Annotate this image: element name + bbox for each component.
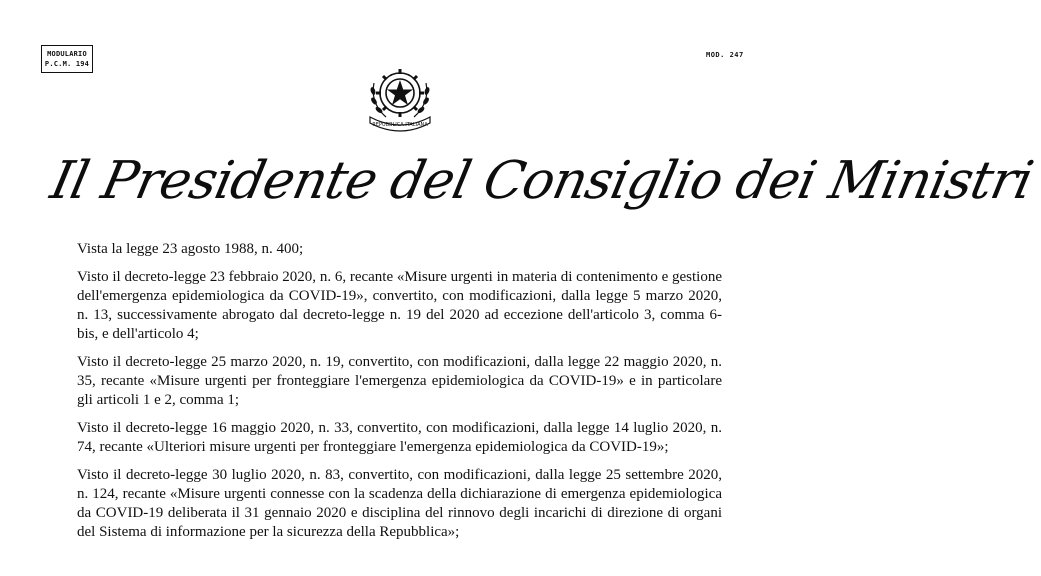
- paragraph-3: Visto il decreto-legge 25 marzo 2020, n. 19, convertito, con modificazioni, dalla legge 22 maggio 2020, n. 35, recante «Misure urgenti per fronteggiare l'emergenza epidemiologica da COVID-19» e in particolare gli articoli 1 e 2, comma 1;: [77, 354, 722, 408]
- stamp-line-2: P.C.M. 194: [44, 60, 90, 68]
- paragraph-5: Visto il decreto-legge 30 luglio 2020, n. 83, convertito, con modificazioni, dalla legge 25 settembre 2020, n. 124, recante «Misure urgenti connesse con la scadenza della dichiarazione di emergenza epidemiologica da COVID-19 deliberata il 31 gennaio 2020 e disciplina del rinnovo degli incarichi di direzione di organi del Sistema di informazione per la sicurezza della Repubblica»;: [77, 467, 722, 540]
- paragraph-2: Visto il decreto-legge 23 febbraio 2020, n. 6, recante «Misure urgenti in materia di contenimento e gestione dell'emergenza epidemiologica da COVID-19», convertito, con modificazioni, dalla legge 5 marzo 2020, n. 13, successivamente abrogato dal decreto-legge n. 19 del 2020 ad eccezione dell'articolo 3, comma 6-bis, e dell'articolo 4;: [77, 269, 722, 342]
- document-body: [77, 240, 722, 551]
- stamp-line-1: MODULARIO: [47, 50, 87, 58]
- paragraph-1: Vista la legge 23 agosto 1988, n. 400;: [77, 241, 304, 257]
- italian-emblem-icon: [364, 59, 436, 135]
- modulario-stamp: [41, 45, 93, 73]
- emblem-caption: REPUBBLICA ITALIANA: [372, 122, 428, 128]
- page-title: Il Presidente del Consiglio dei Ministri: [45, 151, 1038, 211]
- model-code: MOD. 247: [706, 51, 744, 59]
- paragraph-4: Visto il decreto-legge 16 maggio 2020, n. 33, convertito, con modificazioni, dalla legge 14 luglio 2020, n. 74, recante «Ulteriori misure urgenti per fronteggiare l'emergenza epidemiologica da COVID-19»;: [77, 420, 722, 455]
